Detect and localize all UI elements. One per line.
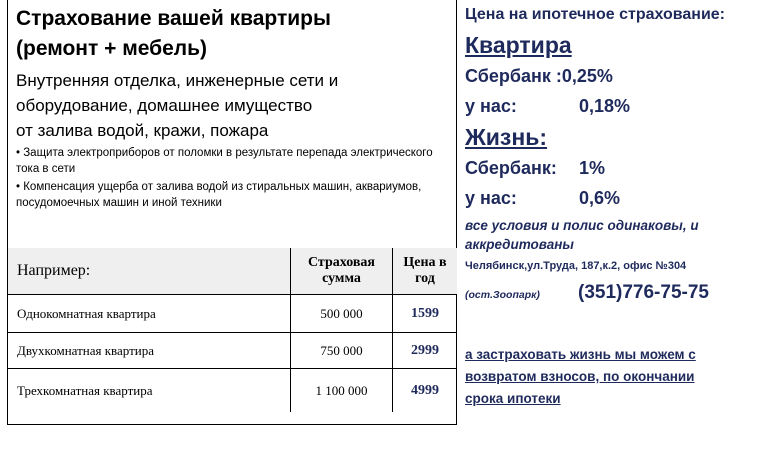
table-row bbox=[8, 333, 457, 369]
life-sber-rate bbox=[465, 158, 755, 179]
bottom-line-2: возвратом взносов, по окончании bbox=[465, 369, 695, 384]
title-line-1: Страхование вашей квартиры bbox=[16, 7, 331, 30]
bullet-water-damage: • Компенсация ущерба от залива водой из стиральных машин, аквариумов, посудомоечных машин и иной техники bbox=[16, 181, 422, 209]
bottom-line-1: а застраховать жизнь мы можем с bbox=[465, 347, 696, 362]
life-section-label: Жизнь: bbox=[465, 124, 548, 150]
apartment-insurance-panel bbox=[7, 0, 457, 425]
coverage-description bbox=[16, 68, 456, 143]
apartment-section-label: Квартира bbox=[465, 32, 572, 58]
note-line-1: все условия и полис одинаковы, и bbox=[465, 218, 699, 233]
header-example: Например: bbox=[8, 248, 291, 295]
conditions-note bbox=[465, 216, 755, 254]
row-apartment-type: Трехкомнатная квартира bbox=[17, 382, 153, 398]
life-insurance-refund-note bbox=[465, 344, 750, 410]
sber-label: Сбербанк : bbox=[465, 66, 562, 86]
mortgage-insurance-panel bbox=[457, 0, 769, 425]
apartment-our-rate bbox=[465, 96, 755, 117]
phone-number: (351)776-75-75 bbox=[578, 282, 709, 303]
table-row bbox=[8, 295, 457, 333]
coverage-bullets bbox=[16, 146, 446, 214]
sber-value: 0,25% bbox=[561, 66, 613, 86]
header-price-per-year: Цена в год bbox=[393, 248, 458, 295]
life-our-rate bbox=[465, 188, 755, 209]
sber-value: 1% bbox=[579, 158, 606, 178]
subtitle-line-2: оборудование, домашнее имущество bbox=[16, 96, 313, 115]
row-apartment-type: Двухкомнатная квартира bbox=[8, 333, 291, 369]
row-price: 4999 bbox=[411, 382, 439, 398]
office-address: Челябинск,ул.Труда, 187,к.2, офис №304 bbox=[465, 260, 687, 272]
row-insured-sum: 500 000 bbox=[291, 295, 393, 333]
sber-label: Сбербанк: bbox=[465, 158, 557, 178]
our-value: 0,6% bbox=[579, 188, 621, 208]
our-value: 0,18% bbox=[579, 96, 631, 116]
our-label: у нас: bbox=[465, 96, 517, 116]
apartment-sber-rate bbox=[465, 66, 755, 87]
subtitle-line-3: от залива водой, кражи, пожара bbox=[16, 121, 269, 140]
row-insured-sum: 1 100 000 bbox=[291, 369, 393, 413]
row-price: 1599 bbox=[393, 295, 458, 333]
bus-stop: (ост.Зоопарк) bbox=[465, 289, 540, 301]
subtitle-line-1: Внутренняя отделка, инженерные сети и bbox=[16, 71, 339, 90]
price-table-header bbox=[8, 248, 457, 295]
row-insured-sum: 750 000 bbox=[291, 333, 393, 369]
bottom-line-3: срока ипотеки bbox=[465, 391, 561, 406]
row-apartment-type: Однокомнатная квартира bbox=[8, 295, 291, 333]
note-line-2: аккредитованы bbox=[465, 237, 574, 252]
apartment-insurance-title bbox=[16, 4, 456, 64]
mortgage-heading: Цена на ипотечное страхование: bbox=[465, 6, 726, 23]
our-label: у нас: bbox=[465, 188, 517, 208]
price-table bbox=[8, 248, 457, 412]
row-price: 2999 bbox=[393, 333, 458, 369]
bullet-electrical-protection: • Защита электроприборов от поломки в результате перепада электрического тока в сети bbox=[16, 147, 433, 175]
table-row bbox=[8, 369, 457, 413]
header-insured-sum: Страховая сумма bbox=[291, 248, 393, 295]
title-line-2: (ремонт + мебель) bbox=[16, 37, 208, 60]
